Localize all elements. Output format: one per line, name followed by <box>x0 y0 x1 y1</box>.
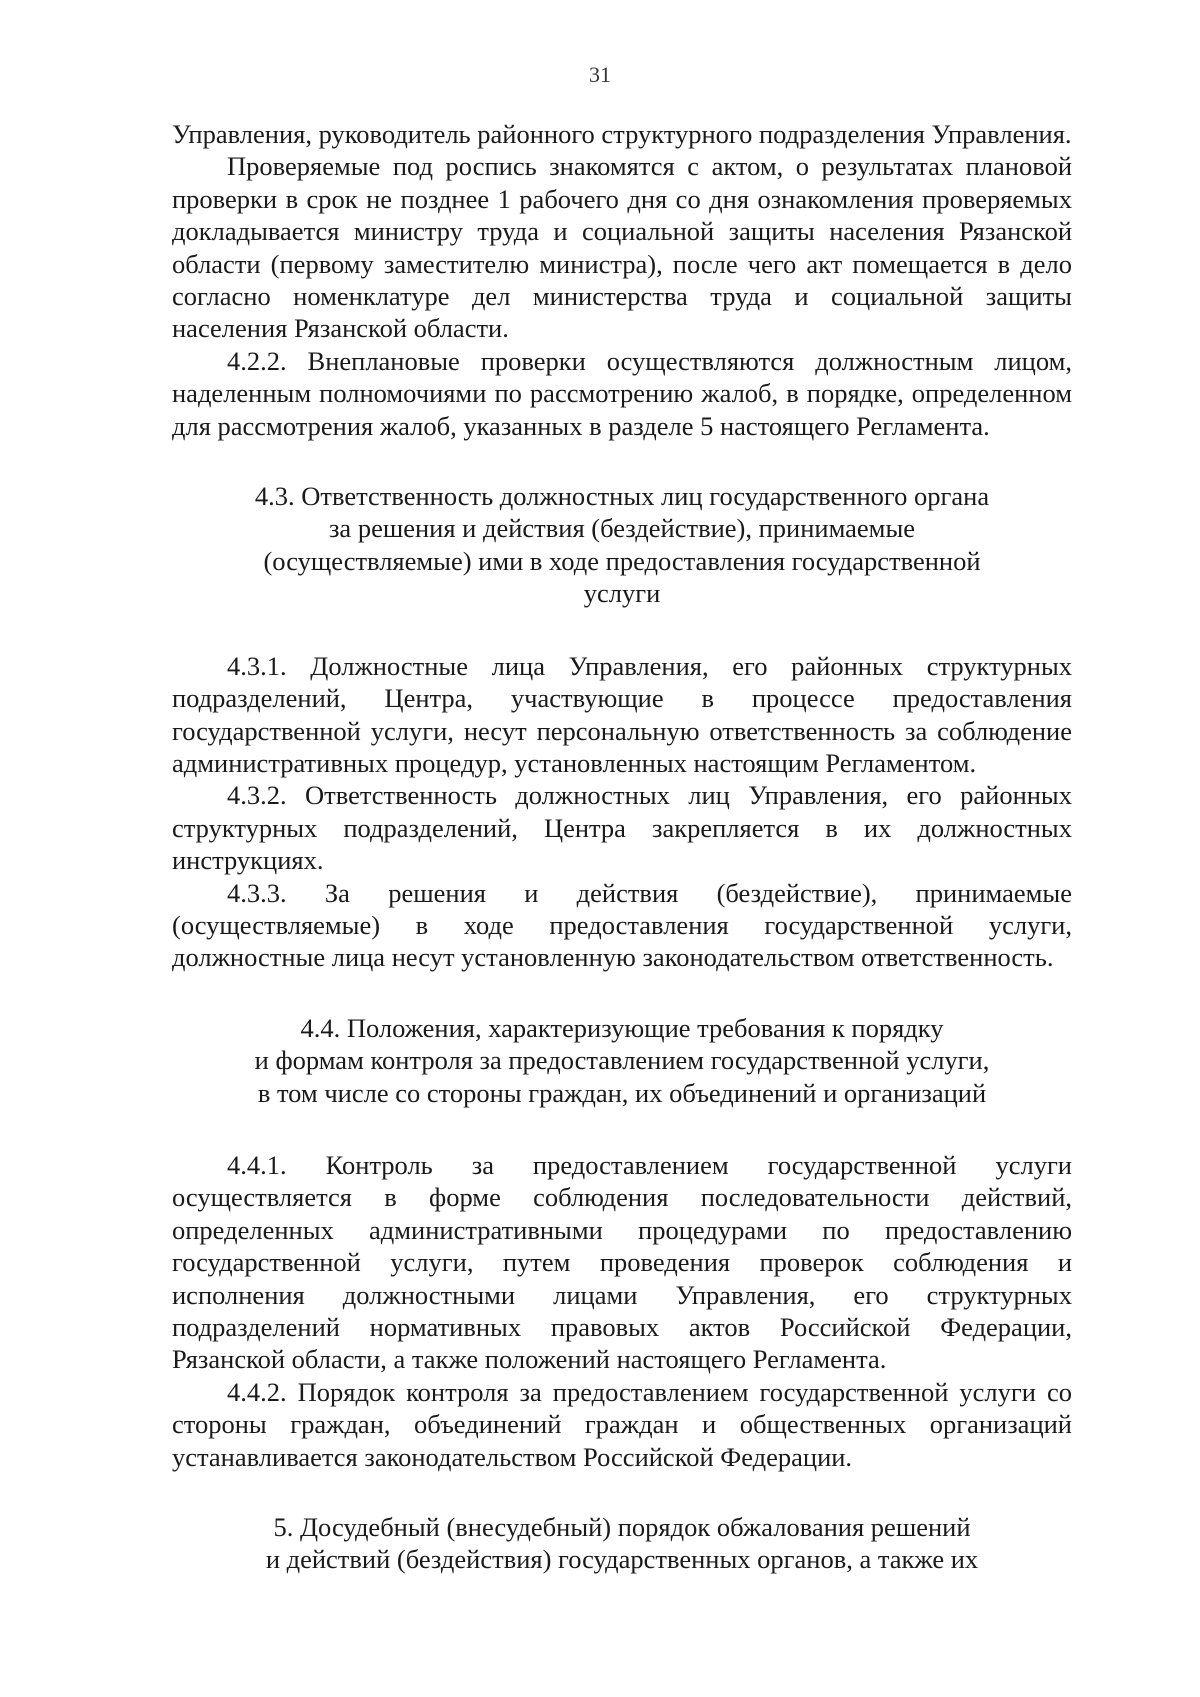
paragraph-4-3-3: 4.3.3. За решения и действия (бездействие), принимаемые (осуществляемые) в ходе предоставления государственной услуги, должностные лица несут установленную законодательством ответственность. <box>172 877 1072 973</box>
heading-line: и действий (бездействия) государственных органов, а также их <box>265 1544 979 1575</box>
document-body <box>172 118 1072 1576</box>
section-heading-5 <box>172 1511 1072 1576</box>
heading-line: 4.3. Ответственность должностных лиц государственного органа <box>254 481 990 512</box>
paragraph-4-2-2: 4.2.2. Внеплановые проверки осуществляются должностным лицом, наделенным полномочиями по рассмотрению жалоб, в порядке, определенном для рассмотрения жалоб, указанных в разделе 5 настоящего Регламента. <box>172 345 1072 441</box>
paragraph-4-3-2: 4.3.2. Ответственность должностных лиц Управления, его районных структурных подразделений, Центра закрепляется в их должностных инструкциях. <box>172 780 1072 876</box>
paragraph-4-4-2: 4.4.2. Порядок контроля за предоставлением государственной услуги со стороны граждан, объединений граждан и общественных организаций устанавливается законодательством Российской Федерации. <box>172 1376 1072 1472</box>
paragraph-continuation: Управления, руководитель районного структурного подразделения Управления. <box>172 119 1072 149</box>
heading-line: 5. Досудебный (внесудебный) порядок обжалования решений <box>273 1512 971 1543</box>
heading-line: 4.4. Положения, характеризующие требования к порядку <box>300 1012 944 1043</box>
page-number: 31 <box>589 62 611 87</box>
paragraph-4-4-1: 4.4.1. Контроль за предоставлением государственной услуги осуществляется в форме соблюдения последовательности действий, определенных административными процедурами по предоставлению государственной услуги, путем проведения проверок соблюдения и исполнения должностными лицами Управления, его структурных подразделений нормативных правовых актов Российской Федерации, Рязанской области, а также положений настоящего Регламента. <box>172 1149 1072 1375</box>
paragraph-4-3-1: 4.3.1. Должностные лица Управления, его районных структурных подразделений, Центра, участвующие в процессе предоставления государственной услуги, несут персональную ответственность за соблюдение административных процедур, установленных настоящим Регламентом. <box>172 650 1072 778</box>
paragraph-inspection-act: Проверяемые под роспись знакомятся с актом, о результатах плановой проверки в срок не позднее 1 рабочего дня со дня ознакомления проверяемых докладывается министру труда и социальной защиты населения Рязанской области (первому заместителю министра), после чего акт помещается в дело согласно номенклатуре дел министерства труда и социальной защиты населения Рязанской области. <box>172 151 1072 344</box>
section-heading-4-4 <box>172 1012 1072 1109</box>
heading-line: услуги <box>583 578 661 609</box>
section-heading-4-3 <box>172 480 1072 610</box>
heading-line: в том числе со стороны граждан, их объединений и организаций <box>257 1077 987 1108</box>
heading-line: и формам контроля за предоставлением государственной услуги, <box>254 1045 990 1076</box>
heading-line: за решения и действия (бездействие), принимаемые <box>328 513 916 544</box>
heading-line: (осуществляемые) ими в ходе предоставления государственной <box>263 545 981 576</box>
